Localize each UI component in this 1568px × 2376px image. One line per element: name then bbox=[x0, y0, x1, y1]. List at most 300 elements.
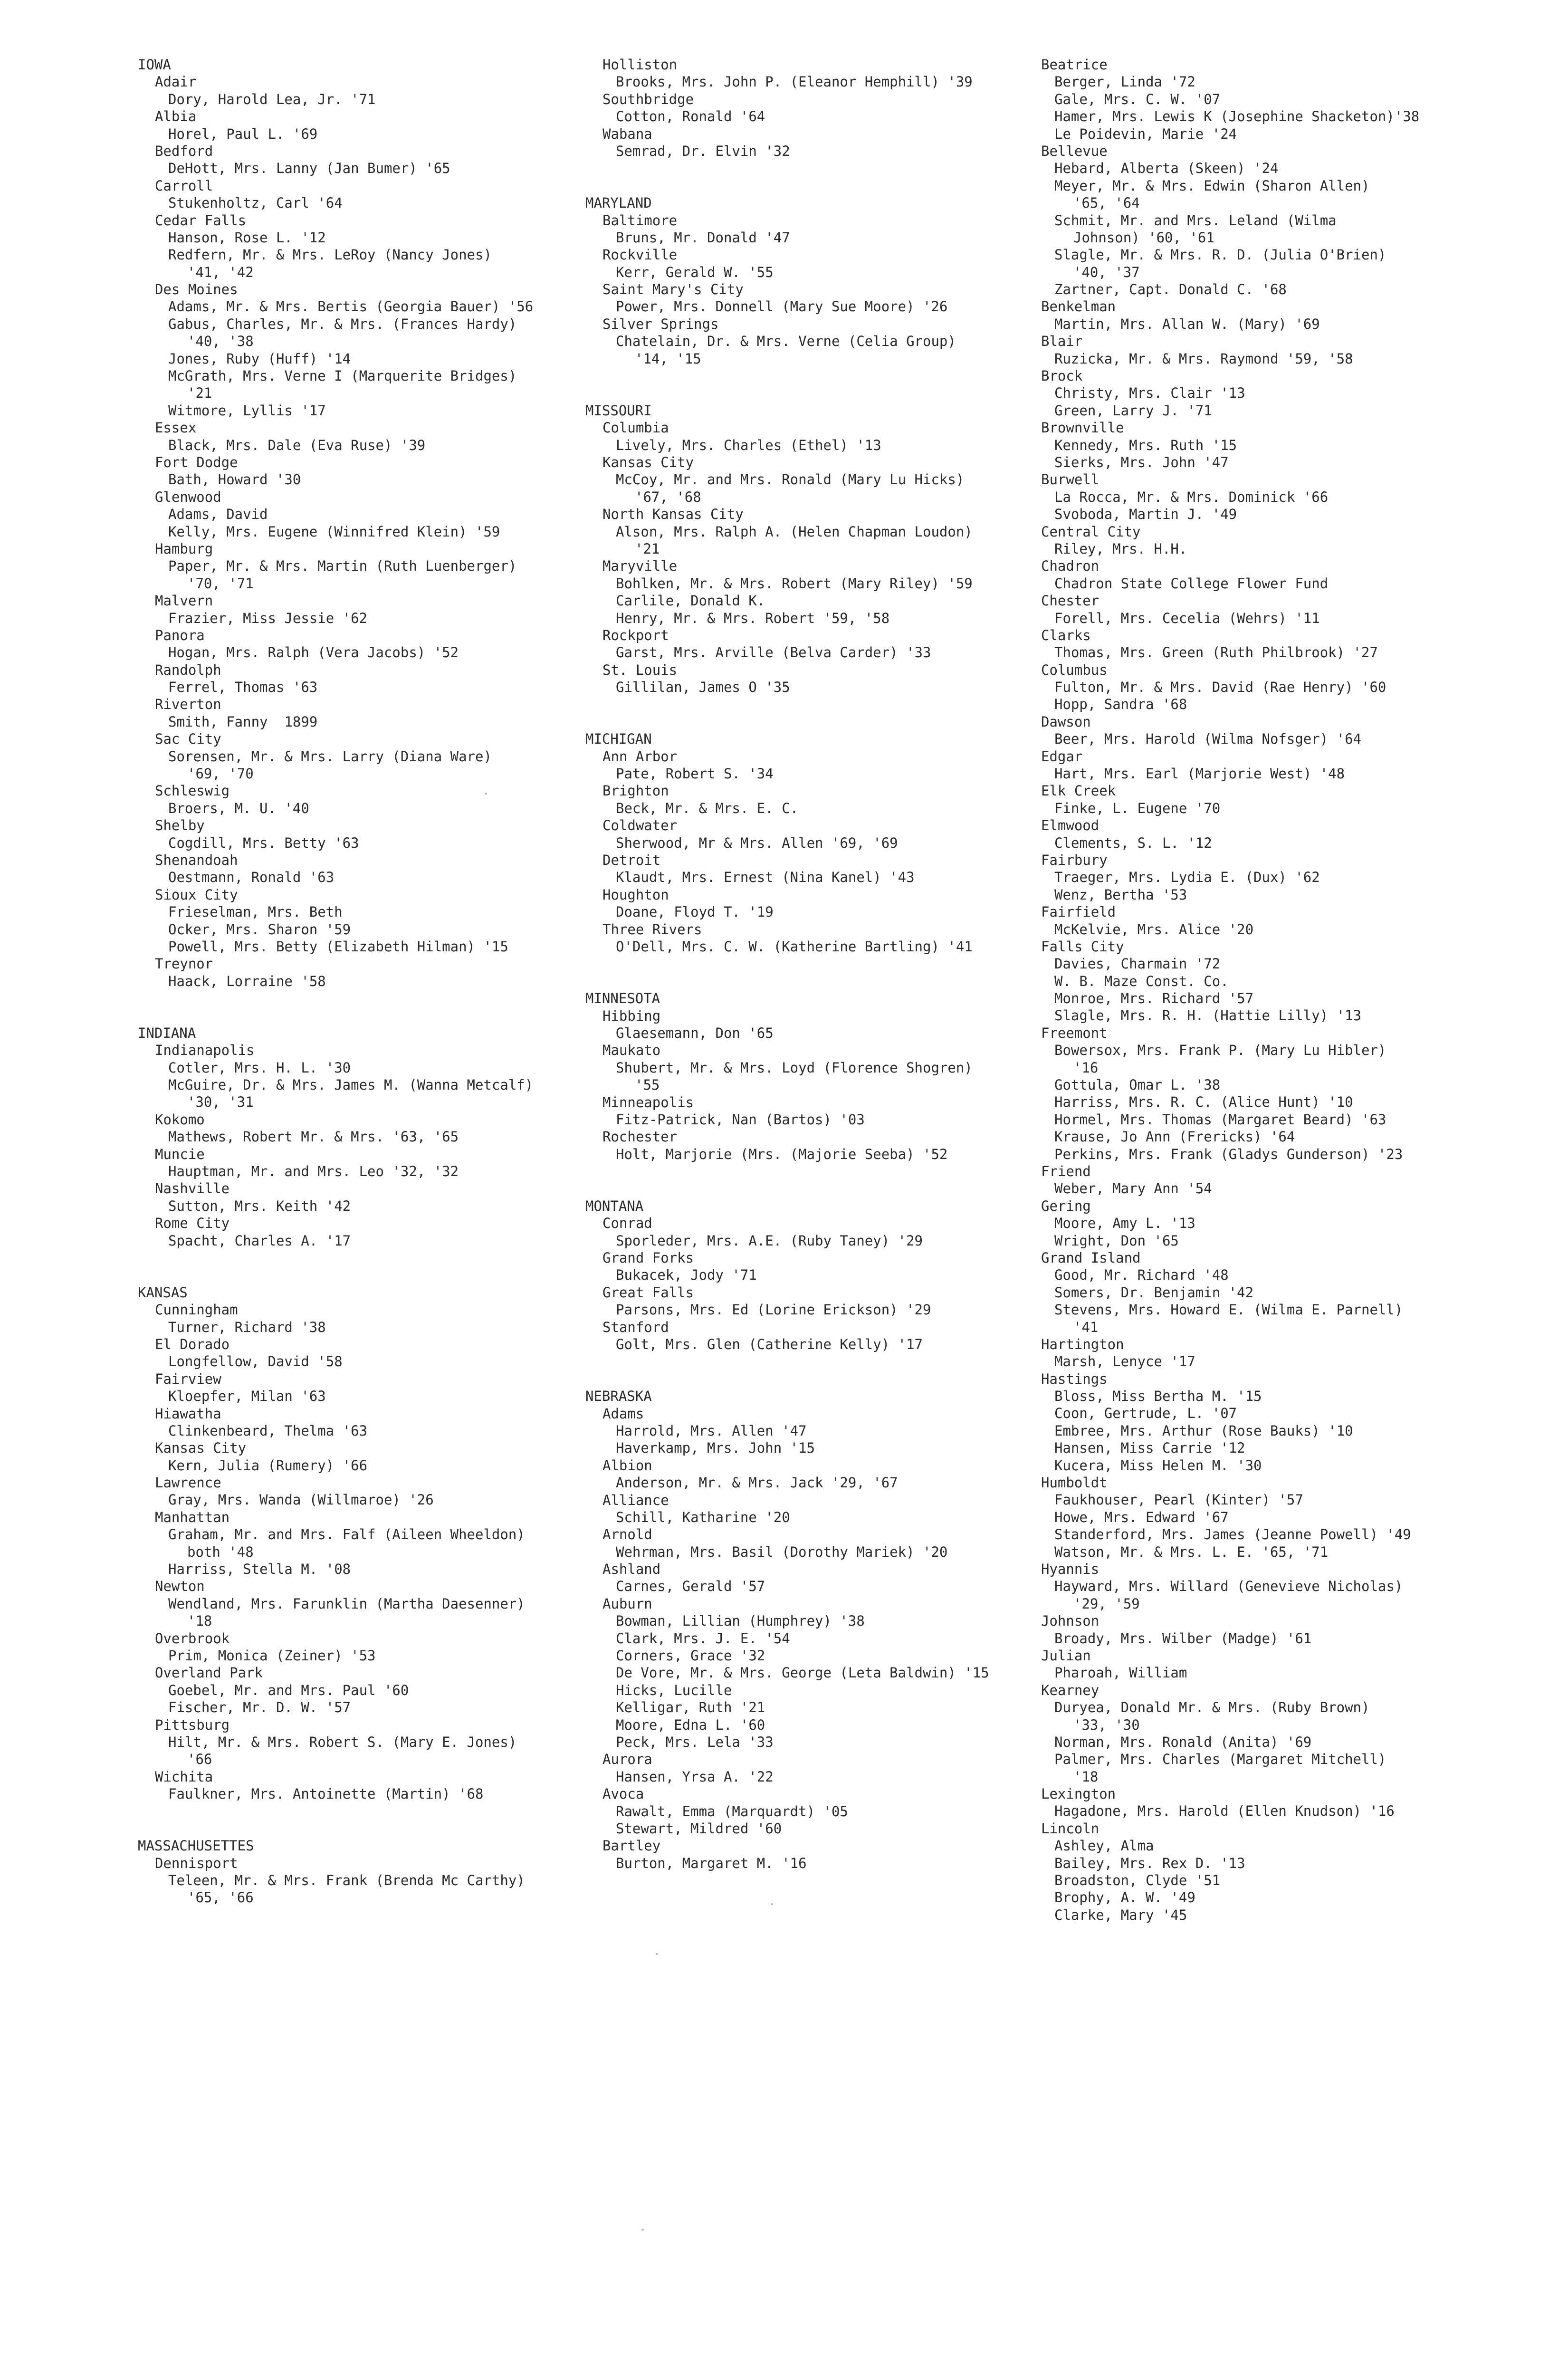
city-heading: Chadron bbox=[1041, 558, 1100, 575]
member-entry: Goebel, Mr. and Mrs. Paul '60 bbox=[168, 1682, 409, 1698]
member-entry: Cogdill, Mrs. Betty '63 bbox=[168, 834, 359, 851]
member-entry: Hilt, Mr. & Mrs. Robert S. (Mary E. Jones) bbox=[168, 1734, 517, 1750]
city-heading: Lawrence bbox=[155, 1475, 221, 1491]
city-heading: Fairfield bbox=[1041, 904, 1116, 920]
state-heading: KANSAS bbox=[138, 1284, 188, 1301]
member-entry: Forell, Mrs. Cecelia (Wehrs) '11 bbox=[1054, 610, 1320, 626]
member-entry: Golt, Mrs. Glen (Catherine Kelly) '17 bbox=[616, 1336, 923, 1352]
section-spacer bbox=[585, 955, 1032, 990]
section-spacer bbox=[138, 990, 565, 1025]
city-heading: Conrad bbox=[602, 1215, 652, 1232]
member-entry: Kelly, Mrs. Eugene (Winnifred Klein) '59 bbox=[168, 523, 500, 540]
city-heading: Southbridge bbox=[602, 91, 694, 107]
state-heading: IOWA bbox=[138, 57, 171, 73]
member-entry: Carnes, Gerald '57 bbox=[616, 1578, 765, 1595]
member-entry: Schill, Katharine '20 bbox=[616, 1509, 790, 1525]
member-entry: Svoboda, Martin J. '49 bbox=[1054, 506, 1237, 523]
entry-continuation: '41 bbox=[1073, 1319, 1099, 1335]
city-heading: Elmwood bbox=[1041, 817, 1100, 834]
member-entry: Oestmann, Ronald '63 bbox=[168, 869, 335, 886]
member-entry: Sierks, Mrs. John '47 bbox=[1054, 454, 1229, 470]
city-heading: Aurora bbox=[602, 1751, 652, 1768]
entry-continuation: '33, '30 bbox=[1073, 1716, 1140, 1733]
member-entry: Broers, M. U. '40 bbox=[168, 800, 309, 816]
city-heading: Hartington bbox=[1041, 1336, 1124, 1352]
member-entry: Hopp, Sandra '68 bbox=[1054, 696, 1187, 713]
member-entry: Pharoah, William bbox=[1054, 1665, 1187, 1681]
member-entry: Gale, Mrs. C. W. '07 bbox=[1054, 91, 1221, 107]
member-entry: Frieselman, Mrs. Beth bbox=[168, 904, 343, 920]
section-spacer bbox=[585, 696, 1032, 730]
city-heading: Houghton bbox=[602, 886, 669, 903]
member-entry: Longfellow, David '58 bbox=[168, 1353, 343, 1370]
member-entry: Wehrman, Mrs. Basil (Dorothy Mariek) '20 bbox=[616, 1543, 948, 1560]
city-heading: Silver Springs bbox=[602, 316, 719, 332]
member-entry: Monroe, Mrs. Richard '57 bbox=[1054, 990, 1254, 1007]
member-entry: Hauptman, Mr. and Mrs. Leo '32, '32 bbox=[168, 1163, 459, 1180]
member-entry: Haverkamp, Mrs. John '15 bbox=[616, 1440, 815, 1456]
member-entry: Peck, Mrs. Lela '33 bbox=[616, 1734, 774, 1750]
member-entry: Perkins, Mrs. Frank (Gladys Gunderson) '23 bbox=[1054, 1146, 1403, 1162]
entry-continuation: '67, '68 bbox=[635, 489, 701, 505]
city-heading: Rockport bbox=[602, 627, 669, 643]
city-heading: Sac City bbox=[155, 731, 221, 747]
city-heading: Auburn bbox=[602, 1595, 652, 1612]
city-heading: Nashville bbox=[155, 1180, 230, 1197]
member-entry: Brooks, Mrs. John P. (Eleanor Hemphill) '39 bbox=[616, 74, 973, 90]
city-heading: Adams bbox=[602, 1405, 644, 1422]
city-heading: Burwell bbox=[1041, 471, 1100, 488]
member-entry: Standerford, Mrs. James (Jeanne Powell) '49 bbox=[1054, 1526, 1411, 1543]
city-heading: Brownville bbox=[1041, 420, 1124, 436]
city-heading: Arnold bbox=[602, 1526, 652, 1543]
member-entry: Sorensen, Mr. & Mrs. Larry (Diana Ware) bbox=[168, 748, 492, 765]
member-entry: Parsons, Mrs. Ed (Lorine Erickson) '29 bbox=[616, 1302, 931, 1318]
member-entry: Dory, Harold Lea, Jr. '71 bbox=[168, 91, 376, 107]
directory-column-1 bbox=[138, 56, 565, 1907]
city-heading: Sioux City bbox=[155, 886, 238, 903]
member-entry: Alson, Mrs. Ralph A. (Helen Chapman Loudon) bbox=[616, 523, 973, 540]
member-entry: Watson, Mr. & Mrs. L. E. '65, '71 bbox=[1054, 1543, 1329, 1560]
city-heading: Albia bbox=[155, 108, 197, 125]
member-entry: Hormel, Mrs. Thomas (Margaret Beard) '63 bbox=[1054, 1111, 1386, 1128]
member-entry: De Vore, Mr. & Mrs. George (Leta Baldwin) '15 bbox=[616, 1665, 989, 1681]
entry-continuation: '18 bbox=[1073, 1768, 1099, 1785]
city-heading: Lexington bbox=[1041, 1786, 1116, 1802]
city-heading: Grand Island bbox=[1041, 1249, 1141, 1266]
city-heading: Hiawatha bbox=[155, 1405, 221, 1422]
member-entry: Black, Mrs. Dale (Eva Ruse) '39 bbox=[168, 437, 426, 453]
member-entry: Harrold, Mrs. Allen '47 bbox=[616, 1422, 807, 1439]
city-heading: Columbus bbox=[1041, 661, 1108, 678]
city-heading: Kearney bbox=[1041, 1682, 1100, 1698]
city-heading: Hyannis bbox=[1041, 1561, 1100, 1577]
member-entry: Krause, Jo Ann (Frericks) '64 bbox=[1054, 1129, 1295, 1145]
city-heading: Edgar bbox=[1041, 748, 1083, 765]
city-heading: Hibbing bbox=[602, 1007, 661, 1024]
city-heading: Beatrice bbox=[1041, 57, 1108, 73]
city-heading: Bedford bbox=[155, 143, 213, 159]
directory-column-2 bbox=[585, 56, 1032, 1872]
city-heading: Brock bbox=[1041, 368, 1083, 384]
entry-continuation: '70, '71 bbox=[187, 575, 254, 592]
city-heading: Kokomo bbox=[155, 1111, 205, 1128]
member-entry: Berger, Linda '72 bbox=[1054, 74, 1195, 90]
city-heading: Wichita bbox=[155, 1768, 213, 1785]
member-entry: Hicks, Lucille bbox=[616, 1682, 732, 1698]
member-entry: Finke, L. Eugene '70 bbox=[1054, 800, 1221, 816]
city-heading: Avoca bbox=[602, 1786, 644, 1802]
member-entry: Kucera, Miss Helen M. '30 bbox=[1054, 1457, 1262, 1474]
member-entry: Fitz-Patrick, Nan (Bartos) '03 bbox=[616, 1111, 865, 1128]
member-entry: Bruns, Mr. Donald '47 bbox=[616, 229, 790, 246]
member-entry: Palmer, Mrs. Charles (Margaret Mitchell) bbox=[1054, 1751, 1386, 1768]
city-heading: Alliance bbox=[602, 1492, 669, 1508]
city-heading: Central City bbox=[1041, 523, 1141, 540]
entry-continuation: '40, '37 bbox=[1073, 264, 1140, 280]
member-entry: Witmore, Lyllis '17 bbox=[168, 402, 326, 419]
member-entry: Christy, Mrs. Clair '13 bbox=[1054, 385, 1245, 402]
member-entry: Lively, Mrs. Charles (Ethel) '13 bbox=[616, 437, 881, 453]
city-heading: Brighton bbox=[602, 783, 669, 799]
member-entry: Frazier, Miss Jessie '62 bbox=[168, 610, 368, 626]
city-heading: Hastings bbox=[1041, 1370, 1108, 1387]
member-entry: Smith, Fanny 1899 bbox=[168, 713, 318, 730]
member-entry: Hart, Mrs. Earl (Marjorie West) '48 bbox=[1054, 766, 1345, 782]
section-spacer bbox=[138, 1249, 565, 1284]
member-entry: Brophy, A. W. '49 bbox=[1054, 1889, 1195, 1906]
member-entry: Zartner, Capt. Donald C. '68 bbox=[1054, 281, 1287, 298]
entry-continuation: '41, '42 bbox=[187, 264, 254, 280]
member-entry: Bowman, Lillian (Humphrey) '38 bbox=[616, 1613, 865, 1629]
state-heading: MINNESOTA bbox=[585, 990, 660, 1007]
city-heading: Bellevue bbox=[1041, 143, 1108, 159]
member-entry: Stevens, Mrs. Howard E. (Wilma E. Parnell) bbox=[1054, 1302, 1403, 1318]
member-entry: Ruzicka, Mr. & Mrs. Raymond '59, '58 bbox=[1054, 350, 1353, 367]
member-entry: Thomas, Mrs. Green (Ruth Philbrook) '27 bbox=[1054, 644, 1378, 661]
member-entry: Sherwood, Mr & Mrs. Allen '69, '69 bbox=[616, 834, 898, 851]
city-heading: Overbrook bbox=[155, 1630, 230, 1647]
city-heading: Des Moines bbox=[155, 281, 238, 298]
state-heading: MARYLAND bbox=[585, 195, 652, 211]
entry-continuation: '55 bbox=[635, 1077, 660, 1093]
member-entry: Chatelain, Dr. & Mrs. Verne (Celia Group) bbox=[616, 333, 956, 350]
city-heading: Rockville bbox=[602, 247, 678, 263]
member-entry: Broadston, Clyde '51 bbox=[1054, 1872, 1221, 1889]
member-entry: Gabus, Charles, Mr. & Mrs. (Frances Hardy) bbox=[168, 316, 517, 332]
member-entry: Turner, Richard '38 bbox=[168, 1319, 326, 1335]
city-heading: Maukato bbox=[602, 1042, 661, 1059]
member-entry: Kloepfer, Milan '63 bbox=[168, 1388, 326, 1405]
member-entry: Duryea, Donald Mr. & Mrs. (Ruby Brown) bbox=[1054, 1699, 1370, 1716]
city-heading: Muncie bbox=[155, 1146, 205, 1162]
city-heading: Elk Creek bbox=[1041, 783, 1116, 799]
entry-continuation: '65, '64 bbox=[1073, 195, 1140, 211]
member-entry: Jones, Ruby (Huff) '14 bbox=[168, 350, 351, 367]
member-entry: Bohlken, Mr. & Mrs. Robert (Mary Riley) '59 bbox=[616, 575, 973, 592]
scan-speck bbox=[771, 1903, 773, 1905]
member-entry: Hogan, Mrs. Ralph (Vera Jacobs) '52 bbox=[168, 644, 459, 661]
city-heading: El Dorado bbox=[155, 1336, 230, 1352]
entry-continuation: '30, '31 bbox=[187, 1094, 254, 1111]
section-spacer bbox=[585, 367, 1032, 402]
member-entry: Faukhouser, Pearl (Kinter) '57 bbox=[1054, 1492, 1303, 1508]
member-entry: McCoy, Mr. and Mrs. Ronald (Mary Lu Hicks) bbox=[616, 471, 965, 488]
city-heading: Indianapolis bbox=[155, 1042, 255, 1059]
member-entry: Davies, Charmain '72 bbox=[1054, 956, 1221, 972]
member-entry: McGuire, Dr. & Mrs. James M. (Wanna Metcalf) bbox=[168, 1077, 534, 1093]
member-entry: Bailey, Mrs. Rex D. '13 bbox=[1054, 1855, 1245, 1871]
member-entry: Semrad, Dr. Elvin '32 bbox=[616, 143, 790, 159]
city-heading: Fairbury bbox=[1041, 852, 1108, 868]
city-heading: Lincoln bbox=[1041, 1820, 1100, 1837]
city-heading: Three Rivers bbox=[602, 921, 702, 938]
city-heading: Rochester bbox=[602, 1129, 678, 1145]
entry-continuation: '18 bbox=[187, 1613, 212, 1629]
member-entry: DeHott, Mrs. Lanny (Jan Bumer) '65 bbox=[168, 160, 450, 177]
member-entry: Embree, Mrs. Arthur (Rose Bauks) '10 bbox=[1054, 1422, 1353, 1439]
member-entry: Cotton, Ronald '64 bbox=[616, 108, 765, 125]
city-heading: Panora bbox=[155, 627, 205, 643]
city-heading: Malvern bbox=[155, 593, 213, 609]
member-entry: Clinkenbeard, Thelma '63 bbox=[168, 1422, 368, 1439]
city-heading: Humboldt bbox=[1041, 1475, 1108, 1491]
city-heading: Fairview bbox=[155, 1370, 221, 1387]
city-heading: Randolph bbox=[155, 661, 221, 678]
member-entry: Cotler, Mrs. H. L. '30 bbox=[168, 1059, 351, 1076]
member-entry: Hagadone, Mrs. Harold (Ellen Knudson) '16 bbox=[1054, 1803, 1395, 1820]
member-entry: Powell, Mrs. Betty (Elizabeth Hilman) '15 bbox=[168, 938, 508, 955]
member-entry: Chadron State College Flower Fund bbox=[1054, 575, 1329, 592]
city-heading: Carroll bbox=[155, 177, 213, 194]
member-entry: Redfern, Mr. & Mrs. LeRoy (Nancy Jones) bbox=[168, 247, 492, 263]
member-entry: Kerr, Gerald W. '55 bbox=[616, 264, 774, 280]
member-entry: McGrath, Mrs. Verne I (Marquerite Bridges) bbox=[168, 368, 517, 384]
member-entry: Fischer, Mr. D. W. '57 bbox=[168, 1699, 351, 1716]
member-entry: Kern, Julia (Rumery) '66 bbox=[168, 1457, 368, 1474]
city-heading: Clarks bbox=[1041, 627, 1091, 643]
member-entry: Prim, Monica (Zeiner) '53 bbox=[168, 1647, 376, 1664]
member-entry: Weber, Mary Ann '54 bbox=[1054, 1180, 1212, 1197]
member-entry: Traeger, Mrs. Lydia E. (Dux) '62 bbox=[1054, 869, 1320, 886]
member-entry: Teleen, Mr. & Mrs. Frank (Brenda Mc Carthy) bbox=[168, 1872, 525, 1889]
city-heading: Maryville bbox=[602, 558, 678, 575]
member-entry: Kelligar, Ruth '21 bbox=[616, 1699, 765, 1716]
scan-speck bbox=[656, 1953, 658, 1955]
member-entry: Beer, Mrs. Harold (Wilma Nofsger) '64 bbox=[1054, 731, 1362, 747]
member-entry: Adams, Mr. & Mrs. Bertis (Georgia Bauer) '56 bbox=[168, 298, 534, 315]
state-heading: MONTANA bbox=[585, 1198, 644, 1214]
scan-speck bbox=[485, 793, 487, 795]
entry-continuation: '14, '15 bbox=[635, 350, 701, 367]
state-heading: MICHIGAN bbox=[585, 731, 652, 747]
city-heading: Cunningham bbox=[155, 1302, 238, 1318]
city-heading: Bartley bbox=[602, 1838, 661, 1854]
member-entry: Wright, Don '65 bbox=[1054, 1232, 1179, 1249]
member-entry: Holt, Marjorie (Mrs. (Majorie Seeba) '52 bbox=[616, 1146, 948, 1162]
member-entry: Moore, Edna L. '60 bbox=[616, 1716, 765, 1733]
city-heading: Minneapolis bbox=[602, 1094, 694, 1111]
member-entry: Faulkner, Mrs. Antoinette (Martin) '68 bbox=[168, 1786, 484, 1802]
member-entry: Garst, Mrs. Arville (Belva Carder) '33 bbox=[616, 644, 931, 661]
city-heading: Kansas City bbox=[602, 454, 694, 471]
member-entry: Hayward, Mrs. Willard (Genevieve Nicholas) bbox=[1054, 1578, 1403, 1595]
member-entry: Carlile, Donald K. bbox=[616, 593, 765, 609]
city-heading: North Kansas City bbox=[602, 506, 744, 523]
city-heading: Manhattan bbox=[155, 1509, 230, 1525]
member-entry: Ocker, Mrs. Sharon '59 bbox=[168, 921, 351, 938]
city-heading: Freemont bbox=[1041, 1025, 1108, 1041]
member-entry: Horel, Paul L. '69 bbox=[168, 125, 318, 142]
member-entry: Wendland, Mrs. Farunklin (Martha Daesenner) bbox=[168, 1595, 525, 1612]
member-entry: Schmit, Mr. and Mrs. Leland (Wilma bbox=[1054, 212, 1337, 229]
city-heading: Baltimore bbox=[602, 212, 678, 229]
entry-continuation: '65, '66 bbox=[187, 1889, 254, 1906]
city-heading: Dawson bbox=[1041, 713, 1091, 730]
member-entry: Hansen, Miss Carrie '12 bbox=[1054, 1440, 1245, 1456]
member-entry: Mathews, Robert Mr. & Mrs. '63, '65 bbox=[168, 1129, 459, 1145]
city-heading: Wabana bbox=[602, 125, 652, 142]
member-entry: Martin, Mrs. Allan W. (Mary) '69 bbox=[1054, 316, 1320, 332]
entry-continuation: '66 bbox=[187, 1751, 212, 1768]
member-entry: Glaesemann, Don '65 bbox=[616, 1025, 774, 1041]
member-entry: Bukacek, Jody '71 bbox=[616, 1267, 757, 1284]
member-entry: Anderson, Mr. & Mrs. Jack '29, '67 bbox=[616, 1475, 898, 1491]
city-heading: Riverton bbox=[155, 696, 221, 713]
city-heading: Overland Park bbox=[155, 1665, 263, 1681]
state-heading: NEBRASKA bbox=[585, 1388, 652, 1405]
member-entry: Henry, Mr. & Mrs. Robert '59, '58 bbox=[616, 610, 890, 626]
member-entry: Harriss, Stella M. '08 bbox=[168, 1561, 351, 1578]
member-entry: Gillilan, James O '35 bbox=[616, 679, 790, 696]
city-heading: Shelby bbox=[155, 817, 205, 834]
entry-continuation: both '48 bbox=[187, 1543, 254, 1560]
directory-column-3 bbox=[1024, 56, 1558, 1924]
member-entry: Haack, Lorraine '58 bbox=[168, 973, 326, 989]
member-entry: Beck, Mr. & Mrs. E. C. bbox=[616, 800, 799, 816]
member-entry: Clark, Mrs. J. E. '54 bbox=[616, 1630, 790, 1647]
member-entry: Klaudt, Mrs. Ernest (Nina Kanel) '43 bbox=[616, 869, 915, 886]
city-heading: Glenwood bbox=[155, 489, 221, 505]
member-entry: Le Poidevin, Marie '24 bbox=[1054, 125, 1237, 142]
member-entry: Ashley, Alma bbox=[1054, 1838, 1154, 1854]
state-heading: MISSOURI bbox=[585, 402, 652, 419]
member-entry: Spacht, Charles A. '17 bbox=[168, 1232, 351, 1249]
member-entry: Riley, Mrs. H.H. bbox=[1054, 540, 1187, 557]
member-entry: Power, Mrs. Donnell (Mary Sue Moore) '26 bbox=[616, 298, 948, 315]
entry-continuation: '40, '38 bbox=[187, 333, 254, 350]
entry-continuation: '69, '70 bbox=[187, 766, 254, 782]
section-spacer bbox=[138, 1802, 565, 1837]
city-heading: Ashland bbox=[602, 1561, 661, 1578]
member-entry: Hanson, Rose L. '12 bbox=[168, 229, 326, 246]
member-entry: Marsh, Lenyce '17 bbox=[1054, 1353, 1195, 1370]
member-entry: Fulton, Mr. & Mrs. David (Rae Henry) '60 bbox=[1054, 679, 1386, 696]
member-entry: Somers, Dr. Benjamin '42 bbox=[1054, 1284, 1254, 1301]
member-entry: Moore, Amy L. '13 bbox=[1054, 1215, 1195, 1232]
member-entry: Sutton, Mrs. Keith '42 bbox=[168, 1198, 351, 1214]
member-entry: Green, Larry J. '71 bbox=[1054, 402, 1212, 419]
member-entry: Adams, David bbox=[168, 506, 268, 523]
member-entry: Clements, S. L. '12 bbox=[1054, 834, 1212, 851]
city-heading: Saint Mary's City bbox=[602, 281, 744, 298]
city-heading: Detroit bbox=[602, 852, 661, 869]
city-heading: Benkelman bbox=[1041, 298, 1116, 315]
member-entry: Hamer, Mrs. Lewis K (Josephine Shacketon)'38 bbox=[1054, 108, 1420, 125]
section-spacer bbox=[585, 1353, 1032, 1388]
member-entry: Slagle, Mr. & Mrs. R. D. (Julia O'Brien) bbox=[1054, 247, 1386, 263]
city-heading: Adair bbox=[155, 74, 197, 90]
member-entry: Clarke, Mary '45 bbox=[1054, 1907, 1187, 1923]
state-heading: INDIANA bbox=[138, 1025, 196, 1041]
member-entry: Bloss, Miss Bertha M. '15 bbox=[1054, 1388, 1262, 1405]
city-heading: Hamburg bbox=[155, 540, 213, 557]
member-entry: Gottula, Omar L. '38 bbox=[1054, 1077, 1221, 1093]
member-entry: Norman, Mrs. Ronald (Anita) '69 bbox=[1054, 1734, 1312, 1750]
state-heading: MASSACHUSETTES bbox=[138, 1838, 254, 1854]
member-entry: Burton, Margaret M. '16 bbox=[616, 1855, 807, 1871]
member-entry: O'Dell, Mrs. C. W. (Katherine Bartling) '41 bbox=[616, 938, 973, 955]
city-heading: Albion bbox=[602, 1457, 652, 1474]
member-entry: Wenz, Bertha '53 bbox=[1054, 886, 1187, 903]
member-entry: Doane, Floyd T. '19 bbox=[616, 904, 774, 920]
entry-continuation: '21 bbox=[635, 540, 660, 557]
member-entry: Gray, Mrs. Wanda (Willmaroe) '26 bbox=[168, 1492, 434, 1508]
city-heading: Falls City bbox=[1041, 938, 1124, 955]
member-entry: Good, Mr. Richard '48 bbox=[1054, 1267, 1229, 1284]
entry-continuation: '16 bbox=[1073, 1059, 1099, 1076]
member-entry: Broady, Mrs. Wilber (Madge) '61 bbox=[1054, 1630, 1312, 1647]
city-heading: Essex bbox=[155, 420, 197, 436]
member-entry: Stukenholtz, Carl '64 bbox=[168, 195, 343, 211]
member-entry: Graham, Mr. and Mrs. Falf (Aileen Wheeldon) bbox=[168, 1526, 525, 1543]
city-heading: Chester bbox=[1041, 593, 1100, 609]
member-entry: Bath, Howard '30 bbox=[168, 471, 301, 488]
member-entry: La Rocca, Mr. & Mrs. Dominick '66 bbox=[1054, 489, 1329, 505]
entry-continuation: '21 bbox=[187, 385, 212, 402]
city-heading: Cedar Falls bbox=[155, 212, 247, 229]
city-heading: Fort Dodge bbox=[155, 454, 238, 470]
member-entry: Ferrel, Thomas '63 bbox=[168, 679, 318, 696]
member-entry: McKelvie, Mrs. Alice '20 bbox=[1054, 921, 1254, 938]
member-entry: Bowersox, Mrs. Frank P. (Mary Lu Hibler) bbox=[1054, 1042, 1386, 1059]
city-heading: St. Louis bbox=[602, 661, 678, 678]
section-spacer bbox=[585, 160, 1032, 194]
city-heading: Pittsburg bbox=[155, 1716, 230, 1733]
city-heading: Stanford bbox=[602, 1319, 669, 1335]
entry-continuation: Johnson) '60, '61 bbox=[1073, 229, 1214, 246]
city-heading: Kansas City bbox=[155, 1440, 247, 1456]
city-heading: Julian bbox=[1041, 1647, 1091, 1664]
member-entry: Stewart, Mildred '60 bbox=[616, 1820, 782, 1837]
city-heading: Friend bbox=[1041, 1163, 1091, 1179]
member-entry: Hansen, Yrsa A. '22 bbox=[616, 1768, 774, 1785]
member-entry: Slagle, Mrs. R. H. (Hattie Lilly) '13 bbox=[1054, 1007, 1362, 1024]
city-heading: Newton bbox=[155, 1578, 205, 1595]
city-heading: Grand Forks bbox=[602, 1250, 694, 1266]
city-heading: Treynor bbox=[155, 956, 213, 972]
scan-speck bbox=[641, 2229, 644, 2231]
member-entry: Sporleder, Mrs. A.E. (Ruby Taney) '29 bbox=[616, 1232, 923, 1249]
member-entry: Coon, Gertrude, L. '07 bbox=[1054, 1405, 1237, 1422]
city-heading: Holliston bbox=[602, 57, 678, 73]
member-entry: Pate, Robert S. '34 bbox=[616, 766, 774, 782]
section-spacer bbox=[585, 1163, 1032, 1198]
city-heading: Blair bbox=[1041, 333, 1083, 350]
member-entry: Corners, Grace '32 bbox=[616, 1648, 765, 1664]
city-heading: Rome City bbox=[155, 1215, 230, 1232]
entry-continuation: '29, '59 bbox=[1073, 1595, 1140, 1612]
